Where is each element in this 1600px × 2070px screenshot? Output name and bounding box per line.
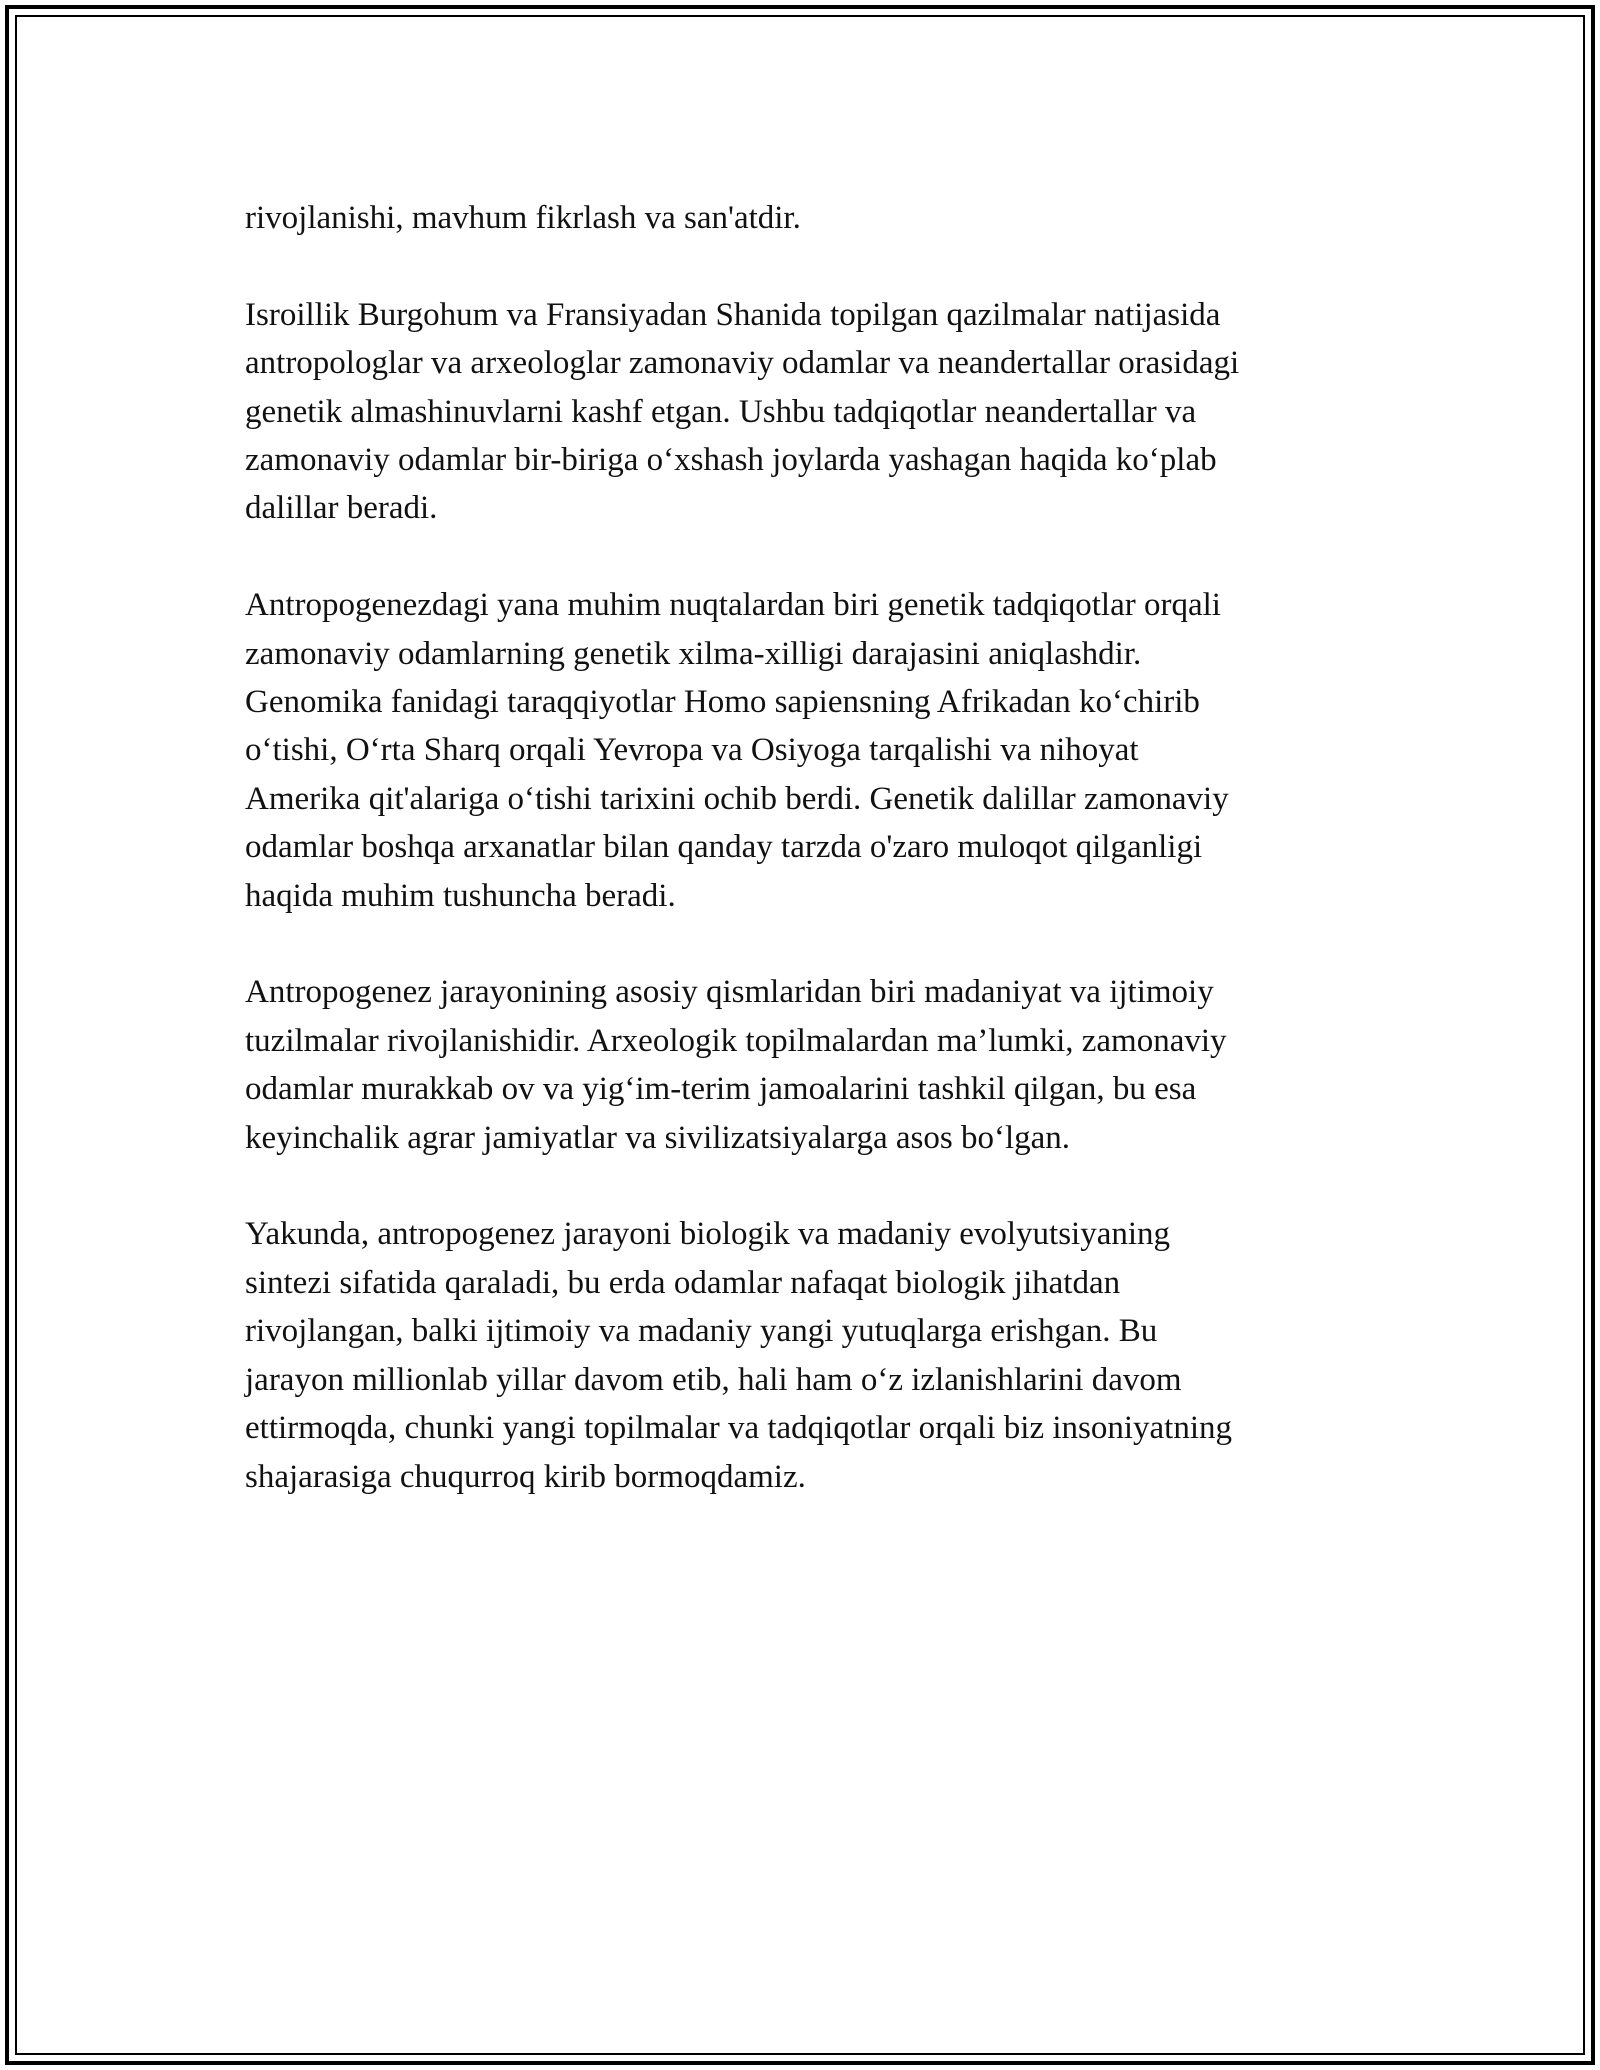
paragraph: Isroillik Burgohum va Fransiyadan Shanida topilgan qazilmalar natijasida antropologlar va arxeologlar zamonaviy odamlar va neandertallar orasidagi genetik almashinuvlarni kashf etgan. Ushbu tadqiqotlar neandertallar va zamonaviy odamlar bir-biriga o‘xshash joylarda yashagan haqida ko‘plab dalillar beradi. — [245, 296, 1240, 527]
document-page — [5, 5, 1595, 2065]
paragraph: Antropogenezdagi yana muhim nuqtalardan biri genetik tadqiqotlar orqali zamonaviy odamlarning genetik xilma-xilligi darajasini aniqlashdir. Genomika fanidagi taraqqiyotlar Homo sapiensning Afrikadan ko‘chirib o‘tishi, O‘rta Sharq orqali Yevropa va Osiyoga tarqalishi va nihoyat Amerika qit'alariga o‘tishi tarixini ochib berdi. Genetik dalillar zamonaviy odamlar boshqa arxanatlar bilan qanday tarzda o'zaro muloqot qilganligi haqida muhim tushuncha beradi. — [245, 587, 1229, 914]
paragraph: Antropogenez jarayonining asosiy qismlaridan biri madaniyat va ijtimoiy tuzilmalar rivojlanishidir. Arxeologik topilmalardan ma’lumki, zamonaviy odamlar murakkab ov va yig‘im-terim jamoalarini tashkil qilgan, bu esa keyinchalik agrar jamiyatlar va sivilizatsiyalarga asos bo‘lgan. — [245, 974, 1227, 1156]
document-body — [245, 194, 1365, 1501]
paragraph: rivojlanishi, mavhum fikrlash va san'atdir. — [245, 200, 801, 236]
paragraph: Yakunda, antropogenez jarayoni biologik va madaniy evolyutsiyaning sintezi sifatida qaraladi, bu erda odamlar nafaqat biologik jihatdan rivojlangan, balki ijtimoiy va madaniy yangi yutuqlarga erishgan. Bu jarayon millionlab yillar davom etib, hali ham o‘z izlanishlarini davom ettirmoqda, chunki yangi topilmalar va tadqiqotlar orqali biz insoniyatning shajarasiga chuqurroq kirib bormoqdamiz. — [245, 1216, 1233, 1495]
